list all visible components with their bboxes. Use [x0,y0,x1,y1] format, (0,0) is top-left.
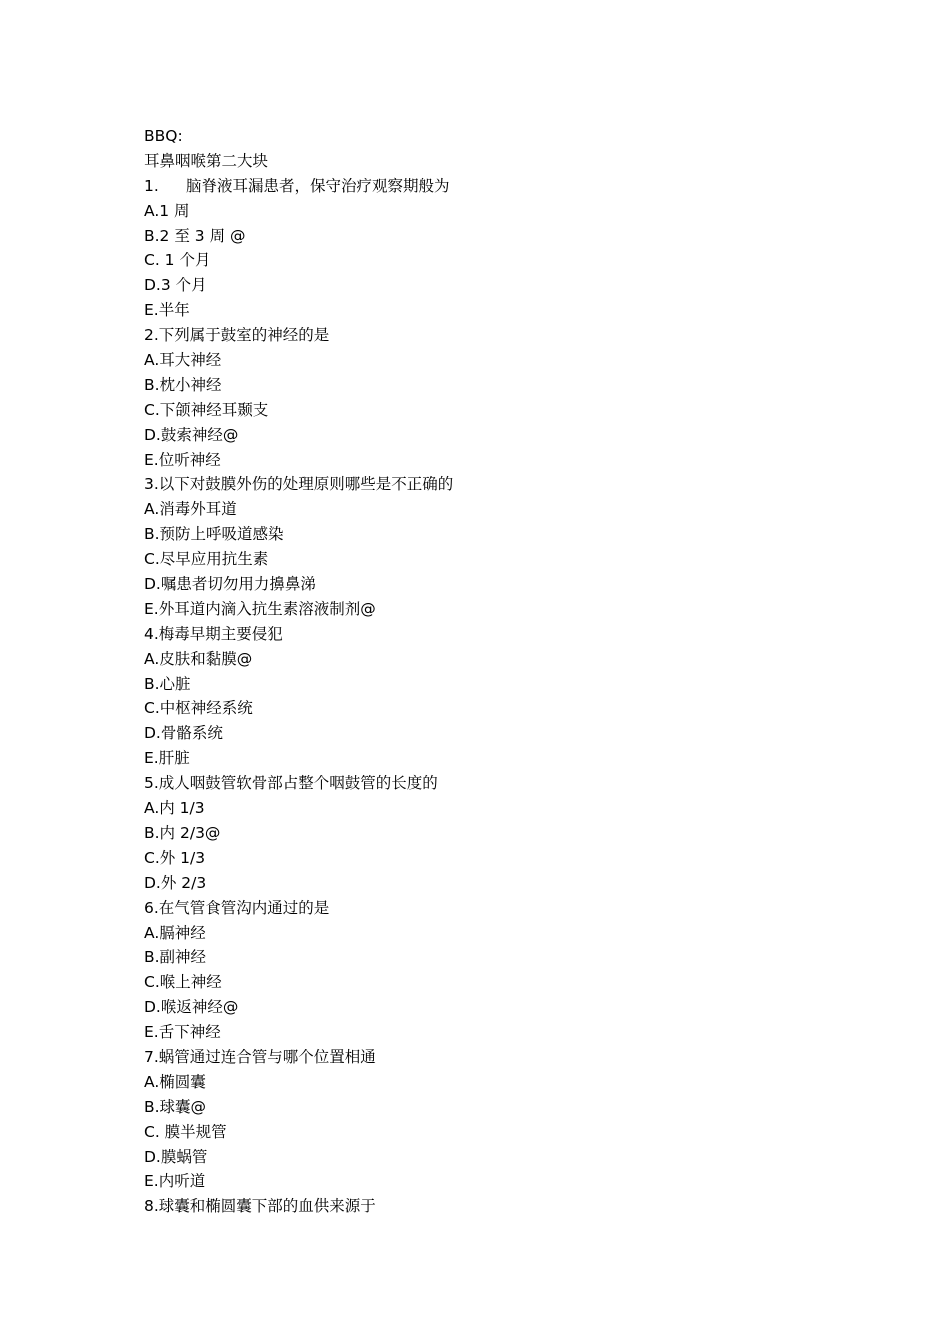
option-a: A.椭圆囊 [144,1072,206,1091]
option-a: A.膈神经 [144,923,206,942]
option-d: D.外 2/3 [144,873,207,892]
option-a: A.1 周 [144,201,190,220]
question-text: 脑脊液耳漏患者，保守治疗观察期般为 [186,176,450,195]
question-4 [144,622,844,771]
question-stem: 5.成人咽鼓管软骨部占整个咽鼓管的长度的 [144,774,438,793]
document-content [144,124,844,1219]
option-b: B.副神经 [144,948,207,967]
option-d: D.膜蜗管 [144,1147,208,1166]
question-stem: 2.下列属于鼓室的神经的是 [144,326,330,345]
option-a: A.耳大神经 [144,351,222,370]
question-stem: 8.球囊和椭圆囊下部的血供来源于 [144,1197,376,1216]
option-b: B.2 至 3 周 @ [144,226,246,245]
option-b: B.内 2/3@ [144,823,221,842]
option-c: C. 膜半规管 [144,1122,227,1141]
option-e: E.半年 [144,301,190,320]
question-5 [144,771,844,895]
question-stem: 6.在气管食管沟内通过的是 [144,898,330,917]
section-title: 耳鼻咽喉第二大块 [144,151,269,170]
question-3 [144,472,844,621]
option-c: C.中枢神经系统 [144,699,253,718]
option-a: A.皮肤和黏膜@ [144,649,253,668]
option-c: C. 1 个月 [144,251,211,270]
option-d: D.骨骼系统 [144,724,223,743]
option-a: A.消毒外耳道 [144,500,237,519]
question-number: 1. [144,176,159,195]
question-stem: 3.以下对鼓膜外伤的处理原则哪些是不正确的 [144,475,454,494]
option-c: C.喉上神经 [144,973,222,992]
option-e: E.舌下神经 [144,1023,221,1042]
option-d: D.喉返神经@ [144,998,239,1017]
question-stem: 7.蜗管通过连合管与哪个位置相通 [144,1047,376,1066]
question-8 [144,1194,844,1219]
option-b: B.球囊@ [144,1097,207,1116]
option-e: E.外耳道内滴入抗生素溶液制剂@ [144,599,376,618]
question-2 [144,323,844,472]
option-c: C.下颌神经耳颞支 [144,400,269,419]
option-e: E.肝脏 [144,749,190,768]
question-7 [144,1045,844,1194]
document-header: BBQ: [144,127,183,145]
option-d: D.3 个月 [144,276,207,295]
option-b: B.预防上呼吸道感染 [144,525,284,544]
option-d: D.嘱患者切勿用力擤鼻涕 [144,575,316,594]
option-e: E.内听道 [144,1172,206,1191]
question-stem: 4.梅毒早期主要侵犯 [144,624,283,643]
option-c: C.外 1/3 [144,848,206,867]
question-stem [144,174,844,199]
option-c: C.尽早应用抗生素 [144,550,269,569]
option-d: D.鼓索神经@ [144,425,239,444]
question-6 [144,896,844,1045]
option-e: E.位听神经 [144,450,221,469]
option-a: A.内 1/3 [144,799,205,818]
option-b: B.心脏 [144,674,191,693]
question-1 [144,174,844,323]
option-b: B.枕小神经 [144,375,222,394]
